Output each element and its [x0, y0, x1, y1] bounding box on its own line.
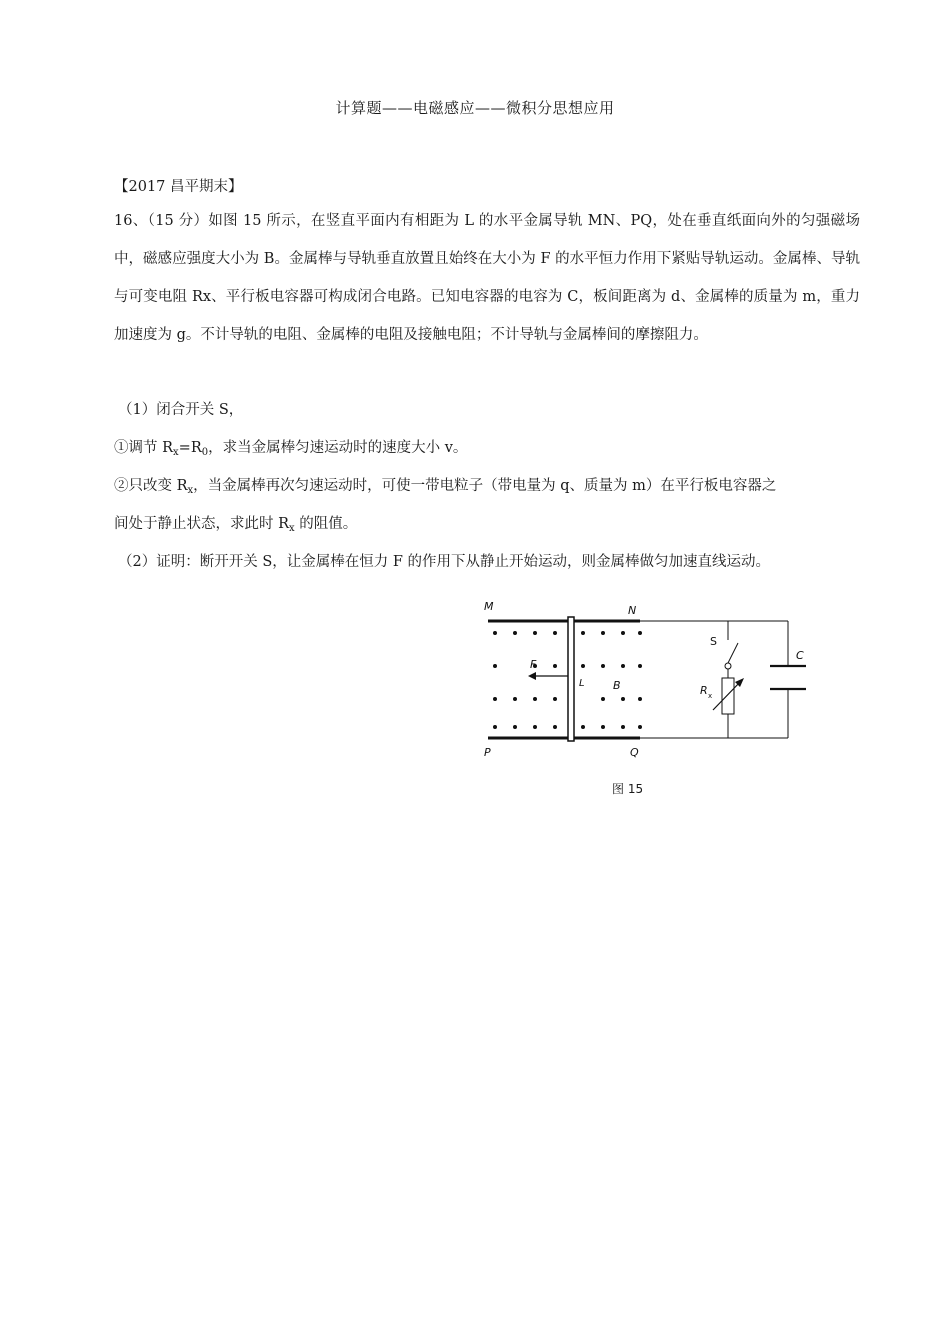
label-r: R — [700, 684, 708, 697]
problem-source: 【2017 昌平期末】 — [114, 179, 243, 195]
label-b: B — [613, 679, 621, 692]
label-s: S — [710, 635, 717, 648]
subquestion-1-text-b: =R — [178, 440, 202, 456]
subscript-0: 0 — [201, 447, 209, 458]
page-title: 计算题——电磁感应——微积分思想应用 — [335, 99, 615, 117]
metal-rod — [568, 617, 574, 741]
label-p: P — [484, 746, 491, 759]
subscript-x: x — [173, 447, 179, 458]
subscript-x: x — [289, 523, 295, 534]
figure-caption: 图 15 — [612, 782, 644, 796]
label-l: L — [579, 678, 585, 689]
subquestion-1-text-a: ①调节 R — [114, 440, 174, 456]
label-m: M — [484, 600, 494, 613]
switch-contact — [725, 663, 731, 669]
circuit-diagram — [470, 595, 820, 800]
subquestion-2-text-a: ②只改变 R — [114, 478, 188, 494]
label-c: C — [796, 649, 804, 662]
part1-title: （1）闭合开关 S， — [118, 402, 244, 418]
subquestion-2-text-c: 间处于静止状态，求此时 R — [114, 516, 290, 532]
label-r-subscript: x — [708, 692, 713, 700]
subquestion-1 — [114, 436, 860, 457]
label-q: Q — [630, 746, 639, 759]
problem-intro: 16、（15 分）如图 15 所示，在竖直平面内有相距为 L 的水平金属导轨 MN、PQ，处在垂直纸面向外的匀强磁场中，磁感应强度大小为 B。金属棒与导轨垂直放置且始终在大小为 F 的水平恒力作用下紧贴导轨运动。金属棒、导轨与可变电阻 Rx、平行板电容器可构成闭合电路。已知电容器的电容为 C，板间距离为 d、金属棒的质量为 m，重力加速度为 g。不计导轨的电阻、金属棒的电阻及接触电阻；不计导轨与金属棒间的摩擦阻力。 — [114, 213, 860, 343]
subquestion-2-line2 — [114, 512, 860, 533]
variable-resistor — [722, 678, 734, 714]
label-n: N — [628, 604, 637, 617]
switch-blade — [728, 643, 738, 663]
part2-question: （2）证明：断开开关 S，让金属棒在恒力 F 的作用下从静止开始运动，则金属棒做匀加速直线运动。 — [118, 554, 771, 570]
subquestion-2-text-d: 的阻值。 — [294, 516, 358, 532]
subquestion-1-text-c: ，求当金属棒匀速运动时的速度大小 v。 — [208, 440, 468, 456]
subquestion-2-line1 — [114, 474, 860, 495]
force-arrow-head — [528, 672, 536, 680]
label-f: F — [530, 658, 537, 671]
subquestion-2-text-b: ，当金属棒再次匀速运动时，可使一带电粒子（带电量为 q、质量为 m）在平行板电容器之 — [193, 478, 777, 494]
subscript-x: x — [187, 485, 194, 496]
